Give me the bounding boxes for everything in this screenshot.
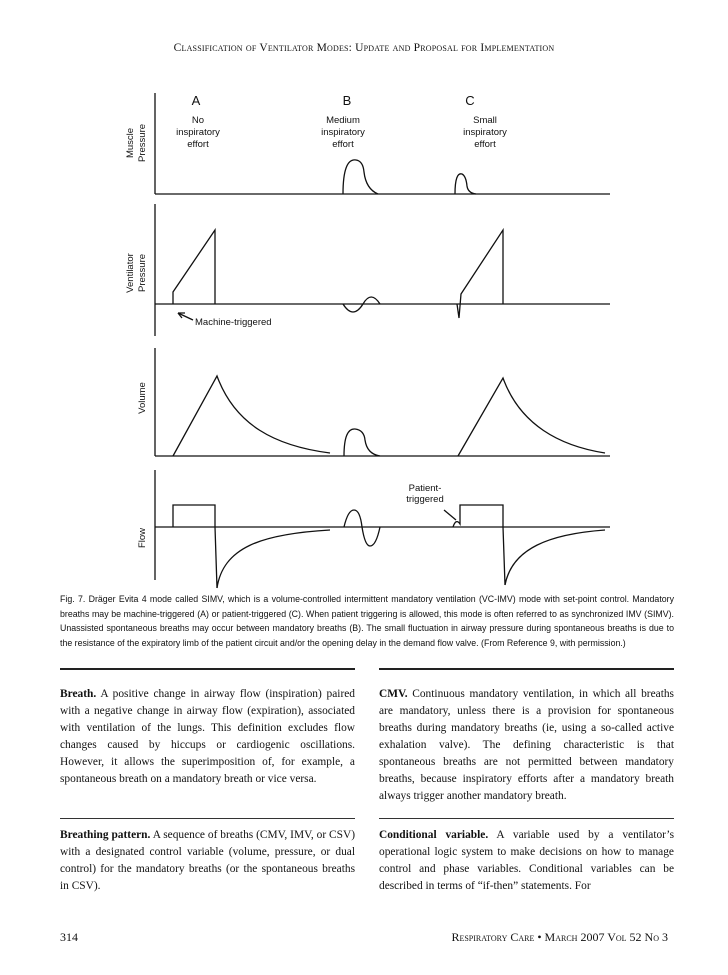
volume-breath-a [173,376,330,456]
term-breath-text: A positive change in airway flow (inspiration) paired with a negative change in airway flow (expiration), associated with ventilation of the lungs. This definition excludes flow changes caused by hiccups or cardiogenic oscillations. However, it allows the superimposition of, for example, a spontaneous breath on a mandatory breath or vice versa. [60,688,355,785]
column-letter-b: B [342,93,352,108]
flow-insp-a [173,505,217,588]
panel-label-muscle-line2: Pressure [137,123,148,163]
column-letter-a: A [191,93,201,108]
term-breathing-pattern [60,827,355,895]
rule-right-2 [379,818,674,819]
ventilator-breath-c [457,230,503,318]
column-letter-c: C [465,93,475,108]
effort-c-line3: effort [474,139,496,150]
patient-triggered-arrow [444,510,456,520]
annotation-patient-triggered-line2: triggered [406,494,444,505]
effort-a-line2: inspiratory [176,127,220,138]
flow-exp-c [505,530,605,585]
term-conditional-variable [379,827,674,895]
term-breath [60,686,355,788]
term-conditional-variable-text: A variable used by a ventilator’s operational logic system to make decisions on how to manage control and phase variables. Conditional variables can be described in terms of “if-then” statements. For [379,829,674,892]
flow-exp-a [217,530,330,588]
annotation-patient-triggered-line1: Patient- [408,483,442,494]
rule-left-1 [60,668,355,670]
effort-a-line1: No [191,115,205,126]
effort-b-line2: inspiratory [321,127,365,138]
term-breathing-pattern-text: A sequence of breaths (CMV, IMV, or CSV) with a designated control variable (volume, pressure, or dual control) for the mandatory breaths (or the spontaneous breaths in CSV). [60,829,356,892]
panel-label-ventilator-line1: Ventilator [125,253,136,293]
page-number: 314 [60,930,78,944]
term-cmv-title: CMV. [379,688,408,700]
flow-spontaneous-b [344,510,380,546]
effort-b-line1: Medium [326,115,360,126]
muscle-effort-b [343,160,378,194]
annotation-machine-triggered: Machine-triggered [195,317,272,328]
effort-c-line2: inspiratory [463,127,507,138]
running-head: Classification of Ventilator Modes: Update and Proposal for Implementation [173,42,555,54]
term-breathing-pattern-title: Breathing pattern. [60,829,151,841]
journal-footer: Respiratory Care • March 2007 Vol 52 No 3 [451,930,668,944]
panel-label-muscle-line1: Muscle [125,127,136,159]
volume-breath-c [458,378,605,456]
effort-a-line3: effort [187,139,209,150]
term-cmv [379,686,674,805]
term-cmv-text: Continuous mandatory ventilation, in which all breaths are mandatory, unless there is a provision for spontaneous breaths during mandatory breaths (ie, using a so-called active exhalation valve). The defining characteristic is that spontaneous breaths are not permitted between mandatory breaths, because inspiratory efforts after a mandatory breath always trigger another mandatory breath. [379,688,674,802]
term-breath-title: Breath. [60,688,97,700]
flow-insp-c [453,505,505,585]
effort-c-line1: Small [473,115,497,126]
muscle-effort-c [455,174,476,194]
figure-caption: Fig. 7. Dräger Evita 4 mode called SIMV, which is a volume-controlled intermittent mandatory ventilation (VC-IMV) mode with set-point control. Mandatory breaths may be machine-triggered (A) or patient-triggered (C). When patient triggering is allowed, this mode is often referred to as synchronized IMV (SIMV). Unassisted spontaneous breaths may occur between mandatory breaths (B). The small fluctuation in airway pressure during spontaneous breaths is due to the resistance of the expiratory limb of the patient circuit and/or the opening delay in the demand flow valve. (From Reference 9, with permission.) [60,594,674,648]
panel-label-ventilator-line2: Pressure [137,253,148,293]
rule-right-1 [379,668,674,670]
effort-b-line3: effort [332,139,354,150]
panel-label-flow: Flow [137,527,148,549]
ventilator-breath-a [173,230,215,304]
term-conditional-variable-title: Conditional variable. [379,829,489,841]
panel-label-volume: Volume [137,382,148,414]
rule-left-2 [60,818,355,819]
volume-spontaneous-b [344,429,380,456]
